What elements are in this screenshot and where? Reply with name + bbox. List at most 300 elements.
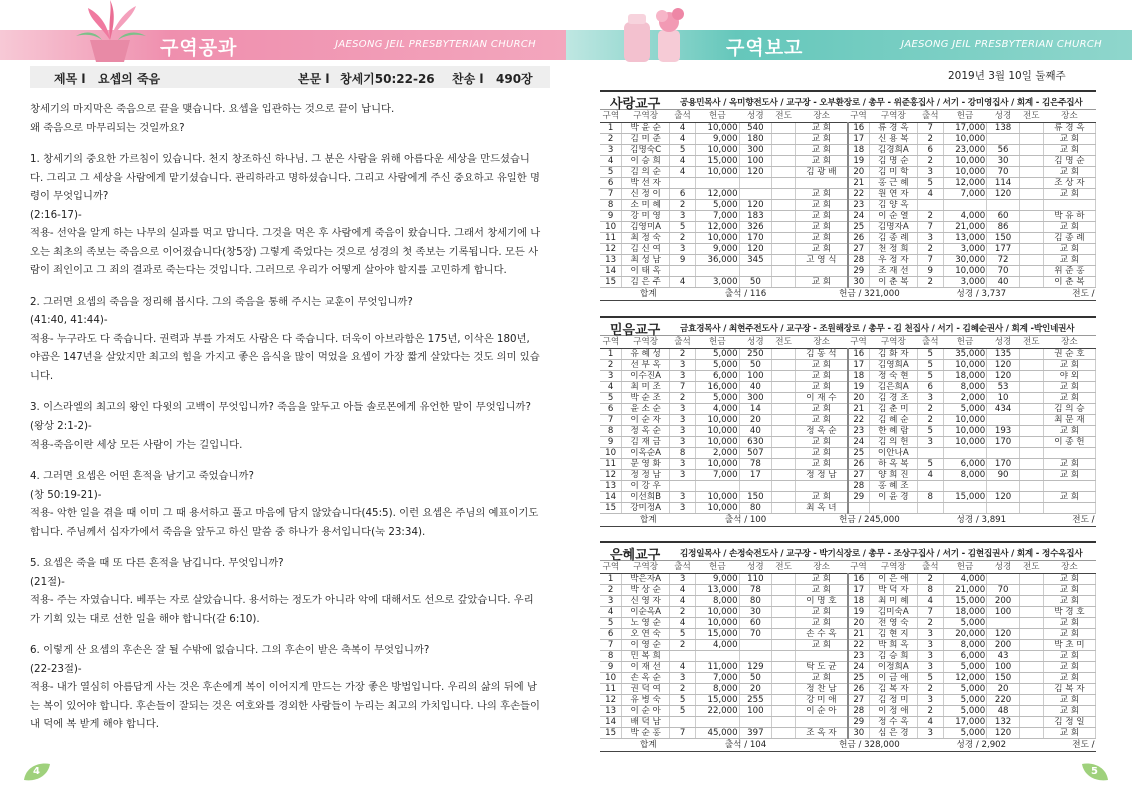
table-row — [600, 166, 1096, 177]
table-cell: 25 — [848, 221, 870, 232]
table-cell: 김미숙A — [869, 606, 917, 617]
table-cell: 9 — [917, 265, 943, 276]
table-header-row — [600, 110, 1096, 122]
table-cell: 교 회 — [796, 122, 848, 133]
table-cell: 3 — [917, 436, 943, 447]
table-cell: 4 — [670, 584, 696, 595]
table-cell — [772, 122, 796, 133]
table-cell — [772, 177, 796, 188]
column-header: 성경 — [987, 110, 1020, 122]
table-cell: 교 회 — [796, 276, 848, 287]
table-cell: 3 — [917, 628, 943, 639]
lesson-info-bar — [30, 66, 550, 88]
table-cell: 150 — [987, 672, 1020, 683]
table-cell: 7 — [600, 639, 622, 650]
table-cell: 326 — [739, 221, 772, 232]
table-cell: 70 — [987, 166, 1020, 177]
table-cell: 권 덕 여 — [622, 683, 670, 694]
table-cell: 2 — [670, 392, 696, 403]
table-cell — [739, 716, 772, 727]
district-report — [600, 541, 1096, 752]
column-header: 구역장 — [869, 110, 917, 122]
lesson-paragraph: 창세기의 마지막은 죽음으로 끝을 맺습니다. 요셉을 입관하는 것으로 끝이 납니다. — [30, 103, 395, 115]
district-name: 믿음교구 — [610, 323, 661, 338]
table-cell: 박 희 옥 — [869, 639, 917, 650]
table-cell: 5,000 — [696, 392, 739, 403]
district-table — [600, 336, 1096, 527]
table-cell: 1 — [600, 122, 622, 133]
table-cell: 1 — [600, 573, 622, 584]
table-row — [600, 628, 1096, 639]
table-cell: 류 경 옥 — [869, 122, 917, 133]
table-cell: 교 회 — [796, 232, 848, 243]
table-cell: 3 — [917, 639, 943, 650]
table-cell: 30 — [987, 155, 1020, 166]
table-cell: 교 회 — [1043, 381, 1095, 392]
summary-row — [600, 287, 1096, 300]
district-name: 은혜교구 — [610, 548, 661, 563]
table-cell: 10,000 — [696, 491, 739, 502]
district-staff: 금효경목사 / 최현주전도사 / 교구장 - 조원해장로 / 총무 - 김 천집사 / 서기 - 김혜순권사 / 회계 -박인네권사 — [680, 324, 1075, 334]
table-cell: 507 — [739, 447, 772, 458]
table-cell: 17 — [848, 359, 870, 370]
table-cell: 유 혜 성 — [622, 348, 670, 359]
table-cell: 강미정A — [622, 502, 670, 513]
table-cell: 29 — [848, 716, 870, 727]
table-cell: 박은자A — [622, 573, 670, 584]
table-cell: 2 — [600, 584, 622, 595]
table-cell: 정 옥 순 — [622, 425, 670, 436]
table-cell — [1019, 265, 1043, 276]
column-header: 구역 — [600, 561, 622, 573]
table-cell — [987, 617, 1020, 628]
column-header: 구역 — [600, 110, 622, 122]
table-cell: 3,000 — [696, 276, 739, 287]
table-cell — [772, 672, 796, 683]
table-cell: 193 — [987, 425, 1020, 436]
table-cell: 8 — [600, 650, 622, 661]
paragraph-gap — [30, 628, 542, 641]
table-cell: 15,000 — [696, 628, 739, 639]
table-cell: 양 희 진 — [869, 469, 917, 480]
table-cell: 조 재 선 — [869, 265, 917, 276]
table-cell: 21 — [848, 403, 870, 414]
table-cell: 정 찬 남 — [796, 683, 848, 694]
table-cell: 교 회 — [1043, 650, 1095, 661]
table-cell — [772, 232, 796, 243]
table-cell: 4 — [600, 381, 622, 392]
table-cell: 50 — [739, 276, 772, 287]
table-cell: 6 — [600, 628, 622, 639]
table-row — [600, 502, 1096, 513]
table-cell: 교 회 — [796, 672, 848, 683]
table-cell: 35,000 — [943, 348, 986, 359]
lesson-paragraph: 왜 죽음으로 마무리되는 것일까요? — [30, 121, 185, 134]
summary-evangelism: 전도 / — [1019, 513, 1095, 526]
table-cell: 박 초 미 — [1043, 639, 1095, 650]
page-number-right-text: 5 — [1091, 766, 1098, 777]
table-cell: 3 — [670, 210, 696, 221]
table-cell: 18,000 — [943, 606, 986, 617]
district-report — [600, 316, 1096, 527]
table-cell: 132 — [987, 716, 1020, 727]
table-cell: 8 — [670, 447, 696, 458]
table-cell: 4,000 — [943, 573, 986, 584]
table-cell: 11 — [600, 232, 622, 243]
table-cell: 이 재 선 — [622, 661, 670, 672]
table-header-row — [600, 561, 1096, 573]
table-cell — [1019, 606, 1043, 617]
column-header: 성경 — [987, 336, 1020, 348]
table-cell: 8,000 — [696, 595, 739, 606]
table-cell: 10,000 — [696, 606, 739, 617]
table-cell: 27 — [848, 243, 870, 254]
table-cell — [1019, 694, 1043, 705]
table-cell: 110 — [739, 573, 772, 584]
table-cell — [739, 188, 772, 199]
report-header-title: 구역보고 — [726, 37, 804, 59]
table-cell: 4 — [670, 166, 696, 177]
table-cell: 36,000 — [696, 254, 739, 265]
table-cell — [739, 650, 772, 661]
table-cell: 5 — [917, 458, 943, 469]
table-cell: 3 — [670, 403, 696, 414]
table-cell: 교 회 — [796, 403, 848, 414]
table-cell: 교 회 — [796, 155, 848, 166]
table-cell: 20 — [987, 683, 1020, 694]
table-cell — [1019, 425, 1043, 436]
table-cell: 29 — [848, 265, 870, 276]
district-table — [600, 110, 1096, 301]
table-cell — [1019, 705, 1043, 716]
summary-attendance: 출석 / 100 — [696, 513, 796, 526]
table-cell — [869, 502, 917, 513]
table-cell: 고 영 식 — [796, 254, 848, 265]
table-cell: 5,000 — [696, 348, 739, 359]
table-cell — [696, 650, 739, 661]
lesson-paragraph: 1. 창세기의 중요한 가르침이 있습니다. 천지 창조하신 하나님. 그 분은 사람을 위해 아름다운 세상을 만드셨습니다. 그리고 그 세상을 사람에게 맡기셨습니다. 관리하라고 명하셨습니다. 그리고 사람에게 주신 중요하고 유일한 명령이 무엇입니까? — [30, 153, 540, 203]
column-header: 구역장 — [869, 336, 917, 348]
table-cell: 2 — [600, 359, 622, 370]
table-cell: 김 경 조 — [869, 392, 917, 403]
table-cell: 김 명 순 — [1043, 155, 1095, 166]
table-cell: 류 경 옥 — [1043, 122, 1095, 133]
table-cell — [670, 650, 696, 661]
table-cell — [1019, 188, 1043, 199]
table-cell: 이정희A — [869, 661, 917, 672]
table-cell — [772, 243, 796, 254]
table-cell: 30,000 — [943, 254, 986, 265]
column-header: 구역장 — [622, 561, 670, 573]
table-cell: 180 — [739, 133, 772, 144]
table-cell: 13 — [600, 705, 622, 716]
table-cell: 6,000 — [696, 370, 739, 381]
table-cell: 6,000 — [943, 650, 986, 661]
table-row — [600, 381, 1096, 392]
table-cell: 교 회 — [796, 243, 848, 254]
table-cell: 15 — [600, 727, 622, 738]
table-cell — [1019, 617, 1043, 628]
table-cell — [696, 480, 739, 491]
table-cell: 2 — [670, 199, 696, 210]
table-cell: 6 — [600, 403, 622, 414]
table-cell: 교 회 — [796, 370, 848, 381]
table-cell — [739, 265, 772, 276]
table-cell — [772, 458, 796, 469]
paragraph-gap — [30, 454, 542, 467]
summary-attendance: 출석 / 116 — [696, 287, 796, 300]
table-cell — [1019, 177, 1043, 188]
lesson-paragraph: (창 50:19-21)- — [30, 488, 102, 501]
table-cell: 2 — [670, 639, 696, 650]
table-cell: 10,000 — [696, 617, 739, 628]
table-cell: 100 — [739, 705, 772, 716]
table-cell: 3 — [670, 370, 696, 381]
table-cell — [943, 199, 986, 210]
table-cell — [1019, 436, 1043, 447]
table-cell: 5,000 — [696, 359, 739, 370]
table-cell — [1019, 122, 1043, 133]
table-cell: 최 정 숙 — [622, 232, 670, 243]
table-cell: 43 — [987, 650, 1020, 661]
table-cell — [1019, 144, 1043, 155]
column-header: 성경 — [739, 110, 772, 122]
table-cell: 야 외 — [1043, 370, 1095, 381]
table-cell: 10,000 — [696, 425, 739, 436]
paragraph-gap — [30, 541, 542, 554]
table-cell: 4 — [670, 595, 696, 606]
table-cell: 박 덕 자 — [869, 584, 917, 595]
column-header: 장소 — [796, 336, 848, 348]
table-cell: 100 — [739, 370, 772, 381]
table-cell: 교 회 — [1043, 254, 1095, 265]
table-cell: 이 정 애 — [869, 705, 917, 716]
table-cell: 12 — [600, 243, 622, 254]
paragraph-gap — [30, 137, 542, 150]
lesson-paragraph: 2. 그러면 요셉의 죽음을 정리해 봅시다. 그의 죽음을 통해 주시는 교훈이 무엇입니까? — [30, 295, 413, 308]
table-cell: 2 — [670, 683, 696, 694]
table-cell: 2,000 — [696, 447, 739, 458]
table-cell: 17,000 — [943, 716, 986, 727]
table-cell: 70 — [987, 584, 1020, 595]
table-cell: 이 윤 경 — [869, 491, 917, 502]
table-cell: 3 — [917, 661, 943, 672]
table-cell — [1019, 650, 1043, 661]
lesson-paragraph: 6. 이렇게 산 요셉의 후손은 잘 될 수밖에 없습니다. 그의 후손이 받은 축복이 무엇입니까? — [30, 644, 430, 657]
table-cell: 교 회 — [796, 584, 848, 595]
table-cell: 5 — [917, 359, 943, 370]
table-cell: 소 미 혜 — [622, 199, 670, 210]
table-cell: 교 회 — [796, 188, 848, 199]
table-cell: 교 회 — [1043, 573, 1095, 584]
table-cell — [739, 639, 772, 650]
table-row — [600, 265, 1096, 276]
table-cell: 2 — [917, 155, 943, 166]
table-row — [600, 573, 1096, 584]
table-cell: 5,000 — [696, 199, 739, 210]
table-cell — [943, 480, 986, 491]
table-cell — [796, 480, 848, 491]
table-cell — [1019, 595, 1043, 606]
table-cell — [772, 480, 796, 491]
table-cell: 15,000 — [943, 491, 986, 502]
table-cell: 23,000 — [943, 144, 986, 155]
lesson-text-label: 본문 l — [298, 72, 330, 86]
column-header: 출석 — [917, 336, 943, 348]
table-cell: 김 명 순 — [869, 155, 917, 166]
table-cell: 5 — [917, 425, 943, 436]
table-cell — [670, 480, 696, 491]
table-cell: 7,000 — [696, 469, 739, 480]
table-cell: 20 — [848, 166, 870, 177]
table-cell: 김 재 금 — [622, 436, 670, 447]
table-cell: 12 — [600, 469, 622, 480]
table-cell: 김 정 미 — [869, 694, 917, 705]
table-cell: 16,000 — [696, 381, 739, 392]
table-cell: 2 — [917, 617, 943, 628]
table-cell: 교 회 — [1043, 469, 1095, 480]
table-cell: 이 순 자 — [622, 414, 670, 425]
table-cell — [1019, 628, 1043, 639]
table-cell — [772, 639, 796, 650]
table-cell: 10 — [987, 392, 1020, 403]
table-cell: 2 — [917, 243, 943, 254]
table-cell: 박 윤 순 — [622, 122, 670, 133]
table-cell — [1019, 370, 1043, 381]
column-header: 헌금 — [696, 561, 739, 573]
table-row — [600, 584, 1096, 595]
table-cell: 원 연 자 — [869, 188, 917, 199]
table-cell — [1043, 199, 1095, 210]
lesson-paragraph: 적용-죽음이란 세상 모든 사람이 가는 길입니다. — [30, 438, 243, 451]
table-cell — [772, 595, 796, 606]
table-cell — [772, 199, 796, 210]
table-cell: 김명숙C — [622, 144, 670, 155]
table-row — [600, 414, 1096, 425]
table-cell: 28 — [848, 480, 870, 491]
column-header: 전도 — [1019, 336, 1043, 348]
table-cell: 18 — [848, 144, 870, 155]
table-cell: 18 — [848, 595, 870, 606]
column-header: 구역 — [600, 336, 622, 348]
lesson-paragraph: 3. 이스라엘의 최고의 왕인 다윗의 고백이 무엇입니까? 죽음을 앞두고 아들 솔로몬에게 유언한 말이 무엇입니까? — [30, 401, 531, 414]
table-cell — [772, 661, 796, 672]
table-cell — [1043, 502, 1095, 513]
table-cell — [1019, 502, 1043, 513]
column-header: 출석 — [917, 110, 943, 122]
column-header: 장소 — [1043, 110, 1095, 122]
table-cell — [772, 617, 796, 628]
table-cell: 정 정 남 — [622, 469, 670, 480]
table-cell: 27 — [848, 694, 870, 705]
table-row — [600, 694, 1096, 705]
table-cell: 7,000 — [943, 188, 986, 199]
table-cell: 10,000 — [943, 166, 986, 177]
report-date: 2019년 3월 10일 둘째주 — [948, 70, 1066, 82]
table-cell: 교 회 — [796, 606, 848, 617]
table-cell: 이 태 옥 — [622, 265, 670, 276]
table-cell: 3 — [670, 436, 696, 447]
table-cell: 14 — [600, 265, 622, 276]
table-cell — [772, 502, 796, 513]
table-cell: 김영미A — [622, 221, 670, 232]
flower-pot-icon — [60, 0, 160, 62]
table-cell: 3 — [670, 414, 696, 425]
table-cell: 김 의 순 — [622, 166, 670, 177]
table-cell — [772, 628, 796, 639]
table-cell: 19 — [848, 381, 870, 392]
table-cell: 최 옥 녀 — [796, 502, 848, 513]
table-cell: 17 — [848, 584, 870, 595]
table-cell: 53 — [987, 381, 1020, 392]
table-cell: 13 — [600, 480, 622, 491]
table-cell: 10 — [600, 221, 622, 232]
table-cell: 120 — [987, 628, 1020, 639]
table-cell: 12,000 — [943, 672, 986, 683]
table-cell: 70 — [987, 265, 1020, 276]
table-cell: 5 — [917, 348, 943, 359]
lesson-paragraph: 적용- 내가 열심히 아름답게 사는 것은 후손에게 복이 이어지게 만드는 가장 좋은 방법입니다. 우리의 삶의 뒤에 남는 복이 있어야 합니다. 후손들이 잘되는 것은 여호와를 경외한 사람들이 누리는 최고의 가치입니다. 나의 후손들이 내 덕에 복 받게 해야 합니다. — [30, 681, 540, 731]
table-cell: 30 — [739, 606, 772, 617]
table-cell: 50 — [739, 672, 772, 683]
table-cell: 김 승 희 — [869, 650, 917, 661]
table-cell: 10,000 — [696, 414, 739, 425]
summary-bible: 성경 / 3,891 — [943, 513, 1019, 526]
table-cell: 김 은 주 — [622, 276, 670, 287]
table-cell: 최 성 남 — [622, 254, 670, 265]
table-cell — [772, 265, 796, 276]
table-cell: 교 회 — [796, 133, 848, 144]
table-cell: 이 순 아 — [622, 705, 670, 716]
table-cell: 손 옥 순 — [622, 672, 670, 683]
lesson-body — [30, 100, 542, 734]
table-cell: 이 춘 복 — [869, 276, 917, 287]
table-cell: 2 — [670, 232, 696, 243]
table-cell: 김 의 승 — [1043, 403, 1095, 414]
table-cell: 조 옥 자 — [796, 727, 848, 738]
table-cell — [772, 469, 796, 480]
table-cell: 3 — [600, 595, 622, 606]
table-cell: 2 — [917, 210, 943, 221]
table-cell: 30 — [848, 276, 870, 287]
summary-label: 합계 — [600, 738, 696, 751]
table-cell: 이수진A — [622, 370, 670, 381]
table-row — [600, 276, 1096, 287]
column-header: 전도 — [772, 336, 796, 348]
table-cell — [917, 199, 943, 210]
table-cell: 300 — [739, 144, 772, 155]
table-cell — [772, 694, 796, 705]
table-cell — [772, 381, 796, 392]
table-row — [600, 232, 1096, 243]
table-cell: 박 유 하 — [1043, 210, 1095, 221]
table-cell: 2 — [917, 276, 943, 287]
table-cell — [1019, 392, 1043, 403]
table-cell: 김 화 자 — [869, 348, 917, 359]
table-row — [600, 683, 1096, 694]
table-cell — [1019, 584, 1043, 595]
table-cell: 45,000 — [696, 727, 739, 738]
table-cell: 8 — [600, 199, 622, 210]
table-cell: 4 — [600, 155, 622, 166]
summary-offering: 헌금 / 328,000 — [796, 738, 944, 751]
table-cell: 177 — [987, 243, 1020, 254]
table-cell: 10,000 — [943, 359, 986, 370]
table-cell: 교 회 — [1043, 617, 1095, 628]
table-cell: 21,000 — [943, 221, 986, 232]
district-header — [600, 541, 1096, 561]
table-cell: 78 — [739, 458, 772, 469]
